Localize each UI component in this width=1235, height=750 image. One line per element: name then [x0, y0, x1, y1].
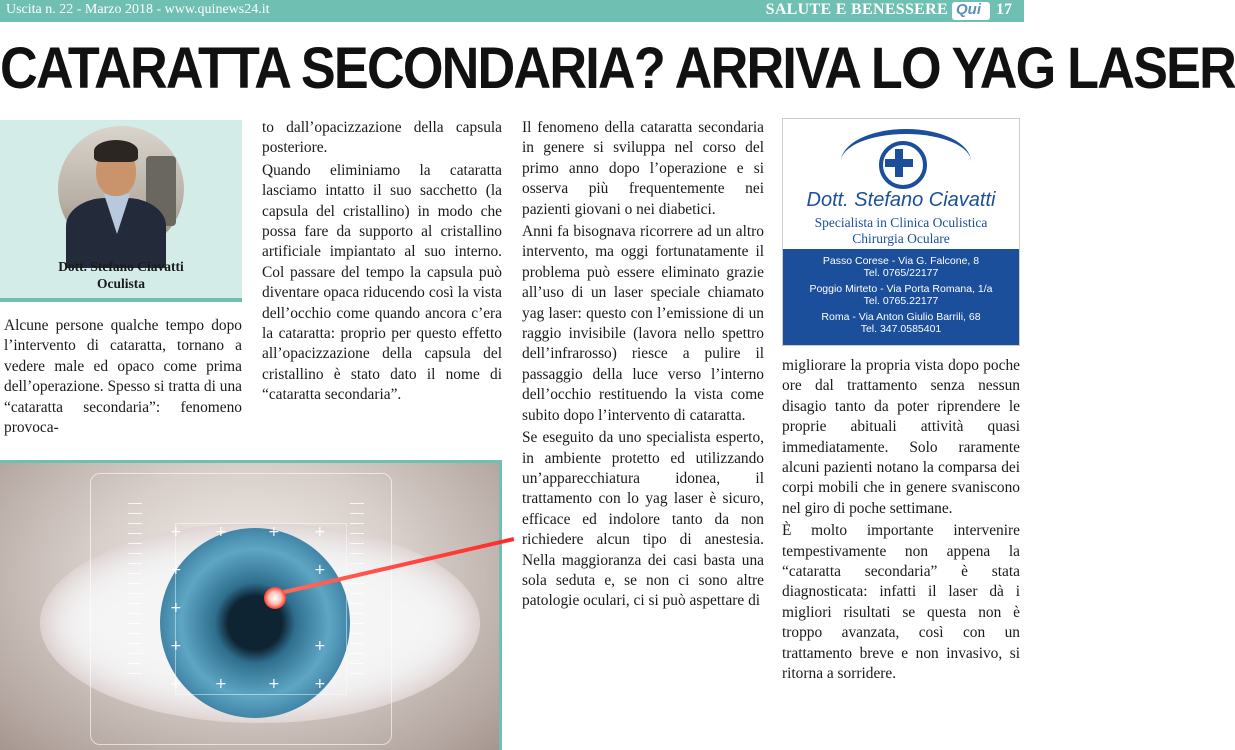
paragraph: È molto importante intervenire tempestivamente non appena la “cataratta secondaria” è stata diagnosticata: infatti il laser dà i migliori risultati se questa non è troppo avanzata, così con un trattamento breve e non invasivo, si ritorna a sorridere.: [782, 522, 1020, 683]
plus-mark: +: [314, 524, 326, 540]
article-column-4: [782, 356, 1020, 687]
plus-mark: +: [170, 638, 182, 654]
qui-logo: [952, 2, 990, 20]
plus-mark: +: [314, 676, 326, 692]
advert-name: Dott. Stefano Ciavatti: [806, 189, 996, 211]
eye-laser-image: [0, 460, 502, 750]
location-phone: Tel. 0765/22177: [863, 267, 939, 279]
page-number: 17: [996, 1, 1012, 18]
laser-dot: [264, 587, 286, 609]
plus-mark: +: [170, 524, 182, 540]
plus-mark: +: [170, 600, 182, 616]
headline: CATARATTA SECONDARIA? ARRIVA LO YAG LASER: [0, 36, 1235, 101]
plus-mark: +: [314, 638, 326, 654]
advert-specialty-line: Specialista in Clinica Oculistica: [814, 215, 988, 230]
location-phone: Tel. 0765.22177: [863, 295, 939, 307]
advert-surgery-line: Chirurgia Oculare: [852, 231, 950, 246]
location-phone: Tel. 347.0585401: [860, 323, 942, 335]
plus-mark: +: [215, 676, 227, 692]
doctor-advert: [782, 118, 1020, 346]
qui-logo-text: Qui: [956, 1, 981, 18]
paragraph: Se eseguito da uno specialista esperto, in ambiente protetto ed utilizzando un’apparecchiatura idonea, il trattamento con lo yag laser è sicuro, efficace ed indolore tanto da non richiedere alcun tipo di anestesia. Nella maggioranza dei casi basta una sola seduta e, se non ci sono altre patologie oculari, ci si può aspettare di: [522, 429, 764, 610]
plus-mark: +: [268, 676, 280, 692]
section-title: SALUTE E BENESSERE: [765, 1, 948, 18]
issue-info: Uscita n. 22 - Marzo 2018 - www.quinews24.it: [6, 2, 270, 17]
plus-mark: +: [170, 676, 182, 692]
paragraph: Anni fa bisognava ricorrere ad un altro intervento, ma oggi fortunatamente il problema può essere eliminato grazie all’uso di un laser speciale chiamato yag laser: questo con l’emissione di un raggio invisibile (lavora nello spettro dell’infrarosso) riesce a pulire il passaggio della luce verso l’interno dell’occhio restituendo la vista come subito dopo l’intervento di cataratta.: [522, 223, 764, 424]
plus-mark: +: [268, 524, 280, 540]
doctor-portrait: [58, 126, 184, 252]
paragraph: Il fenomeno della cataratta secondaria in genere si sviluppa nel corso del primo anno dopo l’operazione e si osserva più frequentemente nei pazienti giovani o nei diabetici.: [522, 119, 764, 218]
caption-name: Dott. Stefano Ciavatti: [58, 259, 184, 274]
paragraph: to dall’opacizzazione della capsula posteriore.: [262, 119, 502, 157]
paragraph: Quando eliminiamo la cataratta lasciamo intatto il suo sacchetto (la capsula del cristallino) in modo che possa fare da supporto al cristallino artificiale impiantato al suo interno. Col passare del tempo la capsula può diventare opaca riducendo così la vista dell’occhio come quando ancora c’era la cataratta: proprio per questo effetto all’opacizzazione della capsula del cristallino è stato dato il nome di “cataratta secondaria”.: [262, 161, 502, 404]
top-bar: [0, 0, 1024, 22]
paragraph: migliorare la propria vista dopo poche ore dal trattamento senza nessun disagio tanto da poter riprendere le proprie abituali attività quasi immediatamente. Solo raramente alcuni pazienti notano la comparsa dei corpi mobili che in genere svaniscono nel giro di poche settimane.: [782, 357, 1020, 517]
doctor-photo-box: [0, 120, 242, 302]
scan-ticks-right: [350, 503, 364, 683]
photo-caption: [0, 258, 242, 292]
location-address: Roma - Via Anton Giulio Barrili, 68: [821, 311, 981, 323]
scan-ticks-left: [128, 503, 142, 683]
plus-mark: +: [170, 562, 182, 578]
location-address: Passo Corese - Via G. Falcone, 8: [822, 255, 980, 267]
article-column-1: [4, 316, 242, 440]
scan-inner-frame: [175, 523, 347, 695]
location-address: Poggio Mirteto - Via Porta Romana, 1/a: [809, 283, 993, 295]
article-column-3: [522, 118, 764, 614]
plus-mark: +: [215, 524, 227, 540]
advert-locations: [783, 249, 1019, 345]
advert-specialty: [783, 215, 1019, 247]
article-column-2: [262, 118, 502, 408]
caption-role: Oculista: [96, 276, 145, 291]
cross-icon-bar: [885, 159, 913, 167]
plus-mark: +: [314, 562, 326, 578]
paragraph: Alcune persone qualche tempo dopo l’intervento di cataratta, tornano a vedere male ed opaco come prima dell’operazione. Spesso si tratta di una “cataratta secondaria”: fenomeno provoca-: [4, 317, 242, 437]
